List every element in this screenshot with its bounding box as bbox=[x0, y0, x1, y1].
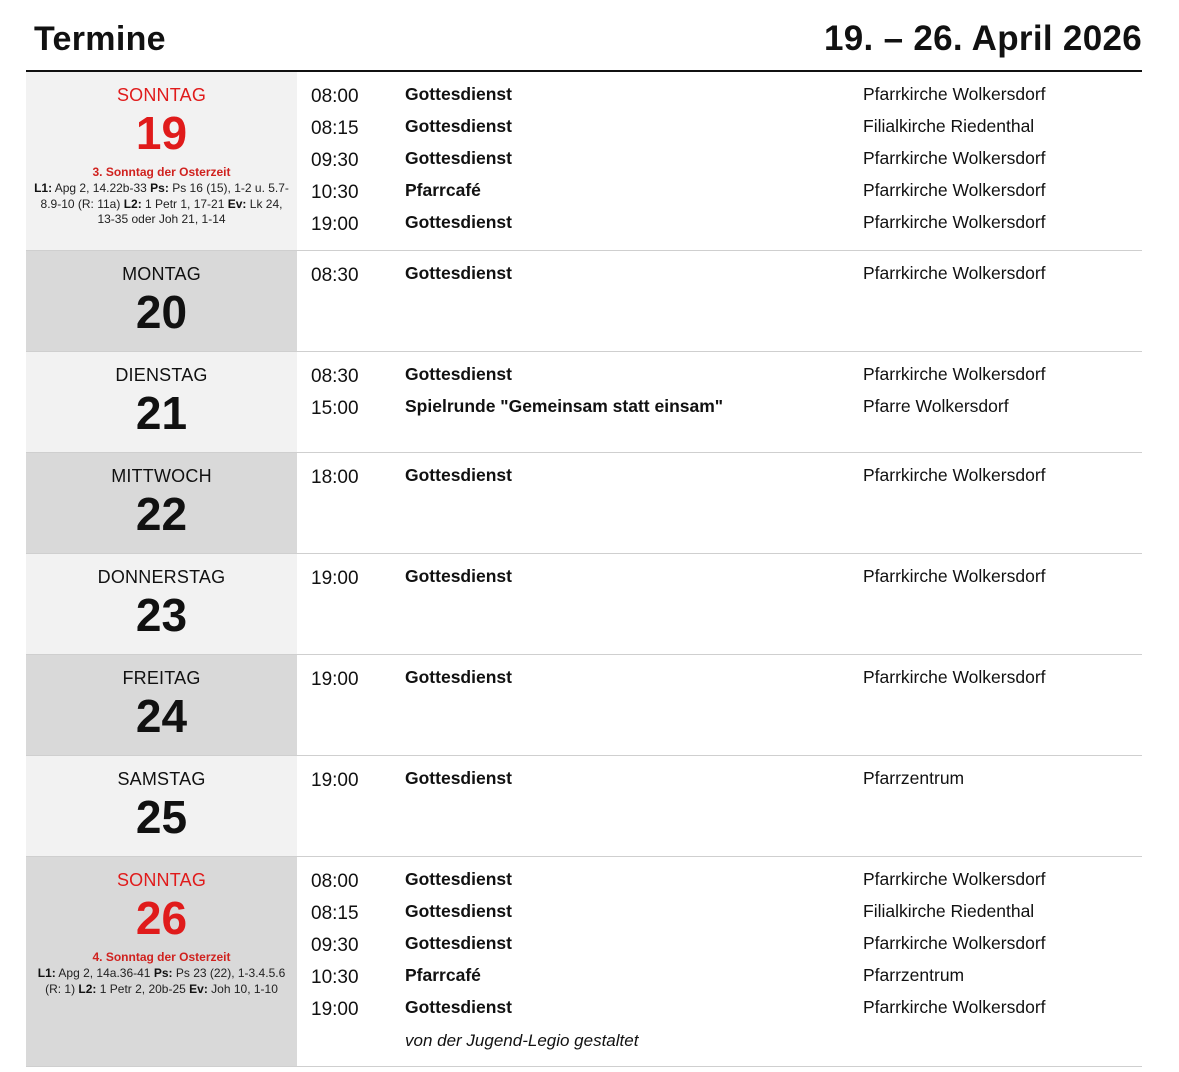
reading-reference: Ps 23 (22), 1-3.4.5.6 (R: 1) bbox=[45, 966, 286, 996]
event-title: Gottesdienst bbox=[405, 566, 512, 586]
feast-name: 3. Sonntag der Osterzeit bbox=[92, 165, 231, 179]
event-item bbox=[297, 395, 1142, 427]
event-title: Pfarrcafé bbox=[405, 965, 481, 985]
event-list bbox=[297, 554, 1142, 654]
weekday-label: FREITAG bbox=[122, 668, 201, 688]
weekday-label: SONNTAG bbox=[116, 85, 207, 105]
day-header-cell bbox=[26, 453, 297, 553]
event-time: 09:30 bbox=[311, 150, 359, 171]
event-title: Spielrunde "Gemeinsam statt einsam" bbox=[405, 396, 724, 416]
event-location: Pfarre Wolkersdorf bbox=[863, 396, 1009, 416]
reading-label: Ps: bbox=[150, 181, 169, 195]
reading-label: Ps: bbox=[153, 966, 173, 980]
event-location: Pfarrkirche Wolkersdorf bbox=[863, 997, 1046, 1017]
event-time: 08:15 bbox=[311, 903, 359, 924]
event-location: Pfarrkirche Wolkersdorf bbox=[863, 566, 1046, 586]
event-list bbox=[297, 453, 1142, 553]
event-location: Pfarrkirche Wolkersdorf bbox=[863, 263, 1046, 283]
event-note-text: von der Jugend-Legio gestaltet bbox=[405, 1031, 639, 1050]
day-row bbox=[26, 72, 1142, 251]
day-header-cell bbox=[26, 251, 297, 351]
reading-label: L1: bbox=[37, 966, 56, 980]
event-list bbox=[297, 655, 1142, 755]
event-time: 19:00 bbox=[311, 999, 359, 1020]
day-header-cell bbox=[26, 554, 297, 654]
event-item bbox=[297, 565, 1142, 597]
date-range: 19. – 26. April 2026 bbox=[824, 19, 1142, 58]
event-item bbox=[297, 363, 1142, 395]
reading-label: Ev: bbox=[227, 196, 247, 211]
day-row bbox=[26, 857, 1142, 1067]
page-header bbox=[26, 0, 1142, 72]
day-header-cell bbox=[26, 756, 297, 856]
event-item bbox=[297, 464, 1142, 496]
reading-label: Ev: bbox=[189, 981, 208, 996]
readings-text bbox=[26, 181, 297, 228]
event-location: Filialkirche Riedenthal bbox=[863, 116, 1035, 136]
event-time: 19:00 bbox=[311, 568, 359, 589]
event-location: Pfarrkirche Wolkersdorf bbox=[863, 465, 1046, 485]
event-item bbox=[297, 868, 1142, 900]
reading-reference: Apg 2, 14.22b-33 bbox=[52, 181, 151, 195]
reading-reference: Lk 24, 13-35 oder Joh 21, 1-14 bbox=[97, 196, 283, 226]
reading-label: L1: bbox=[34, 181, 53, 195]
event-item bbox=[297, 211, 1142, 243]
reading-label: L2: bbox=[78, 981, 97, 996]
day-number: 26 bbox=[135, 892, 188, 944]
weekday-label: DIENSTAG bbox=[115, 365, 208, 385]
day-row bbox=[26, 453, 1142, 554]
event-time: 10:30 bbox=[311, 967, 359, 988]
event-time: 09:30 bbox=[311, 935, 359, 956]
day-number: 22 bbox=[135, 488, 188, 540]
event-title: Gottesdienst bbox=[405, 364, 512, 384]
page-title: Termine bbox=[34, 20, 166, 58]
day-number: 24 bbox=[135, 690, 188, 742]
event-item bbox=[297, 996, 1142, 1028]
event-time: 19:00 bbox=[311, 770, 359, 791]
event-item bbox=[297, 115, 1142, 147]
event-location: Pfarrkirche Wolkersdorf bbox=[863, 667, 1046, 687]
event-time: 08:00 bbox=[311, 86, 359, 107]
day-header-cell bbox=[26, 352, 297, 452]
event-location: Pfarrkirche Wolkersdorf bbox=[863, 364, 1046, 384]
reading-reference: Joh 10, 1-10 bbox=[207, 981, 278, 996]
event-title: Gottesdienst bbox=[405, 84, 512, 104]
event-item bbox=[297, 262, 1142, 294]
event-time: 19:00 bbox=[311, 669, 359, 690]
day-number: 20 bbox=[135, 286, 188, 338]
day-header-cell bbox=[26, 72, 297, 250]
schedule-table bbox=[26, 72, 1142, 1067]
event-time: 08:30 bbox=[311, 366, 359, 387]
event-location: Pfarrkirche Wolkersdorf bbox=[863, 180, 1046, 200]
event-item bbox=[297, 964, 1142, 996]
event-item bbox=[297, 900, 1142, 932]
event-location: Filialkirche Riedenthal bbox=[863, 901, 1035, 921]
event-title: Gottesdienst bbox=[405, 263, 512, 283]
event-title: Gottesdienst bbox=[405, 997, 512, 1017]
feast-name: 4. Sonntag der Osterzeit bbox=[92, 950, 231, 964]
reading-reference: Apg 2, 14a.36-41 bbox=[55, 966, 154, 980]
event-title: Gottesdienst bbox=[405, 933, 512, 953]
event-title: Gottesdienst bbox=[405, 768, 512, 788]
weekday-label: DONNERSTAG bbox=[97, 567, 226, 587]
day-number: 25 bbox=[135, 791, 188, 843]
day-row bbox=[26, 352, 1142, 453]
day-row bbox=[26, 756, 1142, 857]
event-item bbox=[297, 767, 1142, 799]
event-title: Gottesdienst bbox=[405, 116, 512, 136]
readings-text bbox=[26, 966, 297, 997]
event-list bbox=[297, 352, 1142, 452]
event-time: 18:00 bbox=[311, 467, 359, 488]
day-header-cell bbox=[26, 857, 297, 1066]
event-list bbox=[297, 756, 1142, 856]
event-title: Gottesdienst bbox=[405, 869, 512, 889]
day-row bbox=[26, 655, 1142, 756]
day-number: 19 bbox=[135, 107, 188, 159]
event-item bbox=[297, 666, 1142, 698]
event-time: 08:15 bbox=[311, 118, 359, 139]
event-item bbox=[297, 83, 1142, 115]
event-title: Gottesdienst bbox=[405, 148, 512, 168]
day-row bbox=[26, 554, 1142, 655]
event-location: Pfarrkirche Wolkersdorf bbox=[863, 933, 1046, 953]
event-item bbox=[297, 932, 1142, 964]
event-title: Gottesdienst bbox=[405, 212, 512, 232]
event-location: Pfarrzentrum bbox=[863, 768, 965, 788]
weekday-label: SONNTAG bbox=[116, 870, 207, 890]
event-item bbox=[297, 179, 1142, 211]
weekday-label: SAMSTAG bbox=[117, 769, 206, 789]
event-title: Gottesdienst bbox=[405, 667, 512, 687]
reading-label: L2: bbox=[123, 196, 142, 211]
event-title: Pfarrcafé bbox=[405, 180, 481, 200]
event-list bbox=[297, 251, 1142, 351]
weekday-label: MONTAG bbox=[122, 264, 201, 284]
event-location: Pfarrkirche Wolkersdorf bbox=[863, 84, 1046, 104]
reading-reference: 1 Petr 2, 20b-25 bbox=[96, 981, 190, 996]
reading-reference: Ps 16 (15), 1-2 u. 5.7-8.9-10 (R: 11a) bbox=[40, 181, 289, 211]
event-location: Pfarrkirche Wolkersdorf bbox=[863, 148, 1046, 168]
event-time: 10:30 bbox=[311, 182, 359, 203]
reading-reference: 1 Petr 1, 17-21 bbox=[141, 196, 228, 211]
event-time: 19:00 bbox=[311, 214, 359, 235]
event-location: Pfarrkirche Wolkersdorf bbox=[863, 212, 1046, 232]
day-header-cell bbox=[26, 655, 297, 755]
event-location: Pfarrkirche Wolkersdorf bbox=[863, 869, 1046, 889]
event-title: Gottesdienst bbox=[405, 465, 512, 485]
event-note bbox=[297, 1028, 1142, 1058]
event-time: 15:00 bbox=[311, 398, 359, 419]
event-title: Gottesdienst bbox=[405, 901, 512, 921]
day-row bbox=[26, 251, 1142, 352]
event-time: 08:30 bbox=[311, 265, 359, 286]
day-number: 21 bbox=[135, 387, 188, 439]
day-number: 23 bbox=[135, 589, 188, 641]
event-list bbox=[297, 857, 1142, 1066]
event-time: 08:00 bbox=[311, 871, 359, 892]
event-location: Pfarrzentrum bbox=[863, 965, 965, 985]
weekday-label: MITTWOCH bbox=[111, 466, 212, 486]
event-list bbox=[297, 72, 1142, 250]
event-item bbox=[297, 147, 1142, 179]
